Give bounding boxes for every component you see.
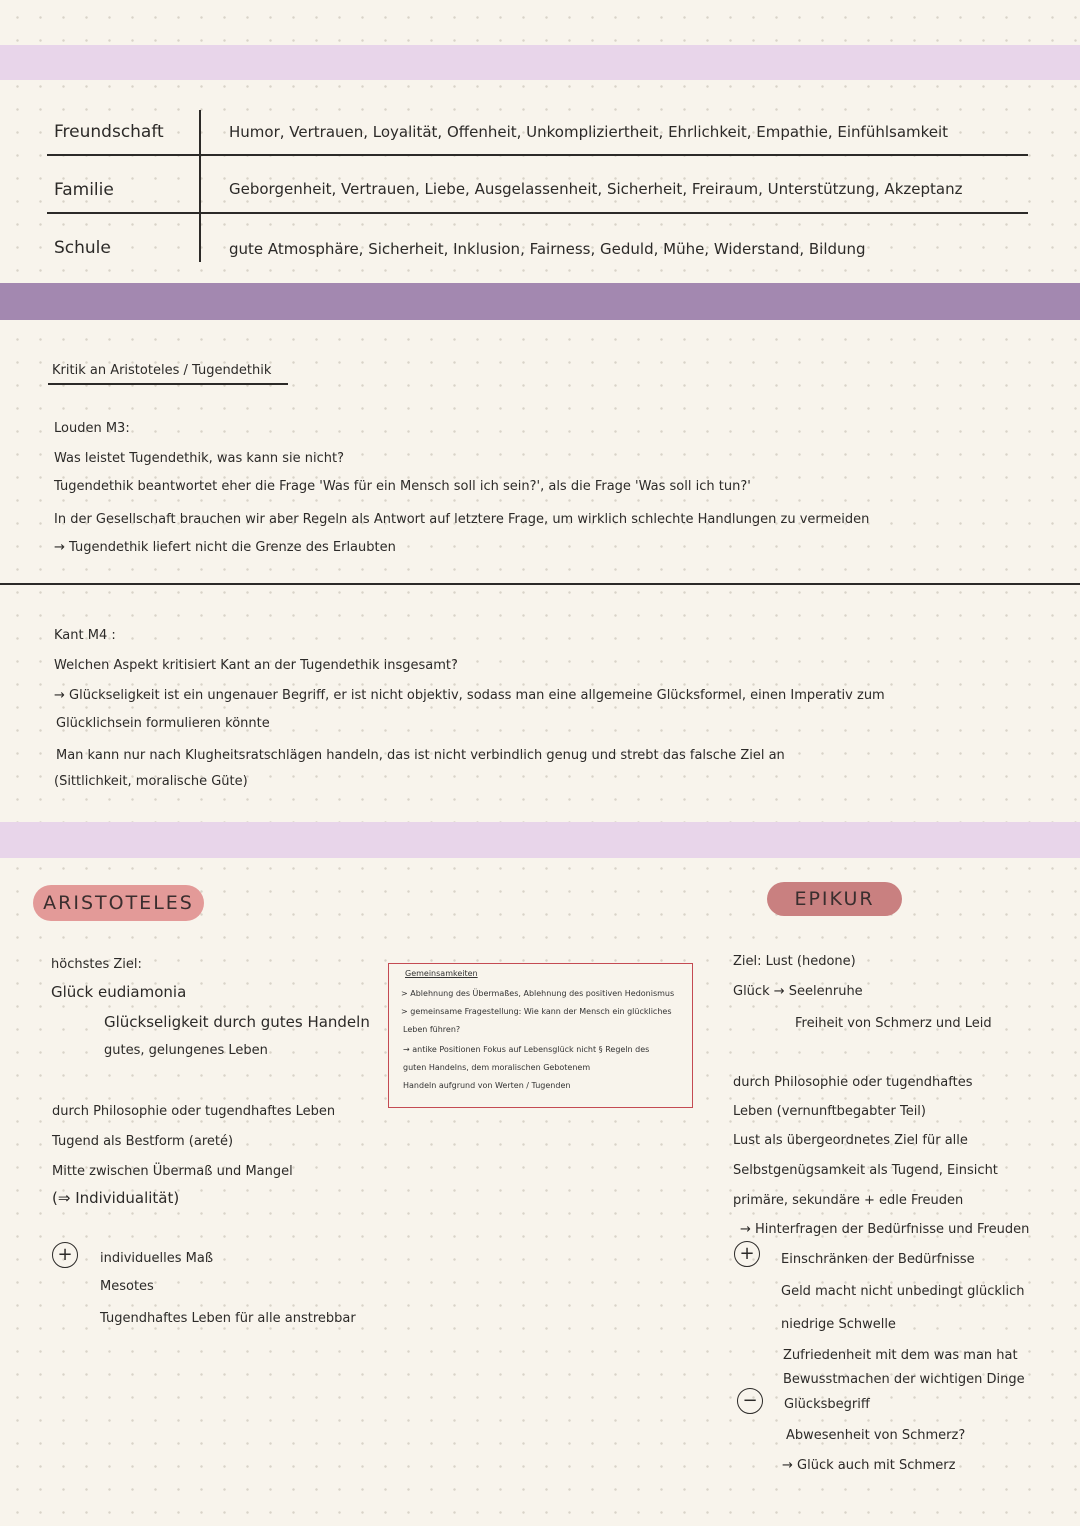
gemeinsamkeiten-box [388,963,693,1108]
epikur-line: Lust als übergeordnetes Ziel für alle [733,1133,968,1148]
plus-icon: + [52,1242,78,1268]
kritik-heading: Kritik an Aristoteles / Tugendethik [52,363,272,378]
gemeinsamkeiten-line: Handeln aufgrund von Werten / Tugenden [403,1081,571,1090]
aristoteles-line: höchstes Ziel: [51,957,142,972]
row-label-familie: Familie [54,180,114,200]
kritik-underline [48,383,288,385]
row-values-schule: gute Atmosphäre, Sicherheit, Inklusion, Fairness, Geduld, Mühe, Widerstand, Bildung [229,240,866,258]
aristoteles-plus-line: individuelles Maß [100,1251,214,1266]
aristoteles-line: Glück eudiamonia [51,983,187,1001]
gemeinsamkeiten-title: Gemeinsamkeiten [405,969,478,978]
kant-line: Welchen Aspekt kritisiert Kant an der Tugendethik insgesamt? [54,658,458,673]
aristoteles-line: Tugend als Bestform (areté) [52,1134,234,1149]
row-label-freundschaft: Freundschaft [54,122,164,142]
kant-line: (Sittlichkeit, moralische Güte) [54,774,248,789]
epikur-line: → Hinterfragen der Bedürfnisse und Freuden [740,1222,1030,1237]
aristoteles-line: durch Philosophie oder tugendhaftes Leben [52,1104,336,1119]
epikur-line: Ziel: Lust (hedone) [733,954,856,969]
epikur-plus-line: Einschränken der Bedürfnisse [781,1252,975,1267]
epikur-minus-line: Glücksbegriff [784,1397,870,1412]
aristoteles-line: Mitte zwischen Übermaß und Mangel [52,1164,293,1179]
row-label-schule: Schule [54,238,111,258]
gemeinsamkeiten-line: guten Handelns, dem moralischen Gebotenem [403,1063,591,1072]
louden-title: Louden M3: [54,421,130,436]
aristoteles-title: ARISTOTELES [33,885,204,921]
section-divider [0,583,1080,585]
gemeinsamkeiten-line: → antike Positionen Fokus auf Lebensglück nicht § Regeln des [403,1045,650,1054]
louden-line: Tugendethik beantwortet eher die Frage 'Was für ein Mensch soll ich sein?', als die Frage 'Was soll ich tun?' [54,479,751,494]
epikur-minus-line: → Glück auch mit Schmerz [782,1458,956,1473]
louden-line: Was leistet Tugendethik, was kann sie nicht? [54,451,345,466]
middle-band [0,283,1080,320]
kant-title: Kant M4 : [54,628,116,643]
row-values-familie: Geborgenheit, Vertrauen, Liebe, Ausgelassenheit, Sicherheit, Freiraum, Unterstützung, Akzeptanz [229,180,963,198]
aristoteles-line: Glückseligkeit durch gutes Handeln [104,1013,370,1031]
kant-line: Glücklichsein formulieren könnte [56,716,270,731]
lower-band [0,822,1080,858]
row-values-freundschaft: Humor, Vertrauen, Loyalität, Offenheit, Unkompliziertheit, Ehrlichkeit, Empathie, Einfühlsamkeit [229,123,949,141]
aristoteles-plus-line: Mesotes [100,1279,154,1294]
epikur-line: durch Philosophie oder tugendhaftes [733,1075,973,1090]
epikur-plus-line: niedrige Schwelle [781,1317,896,1332]
kant-line: → Glückseligkeit ist ein ungenauer Begriff, er ist nicht objektiv, sodass man eine allgemeine Glücksformel, einen Imperativ zum [54,688,885,703]
gemeinsamkeiten-line: > Ablehnung des Übermaßes, Ablehnung des positiven Hedonismus [401,989,675,998]
gemeinsamkeiten-line: Leben führen? [403,1025,461,1034]
gemeinsamkeiten-line: > gemeinsame Fragestellung: Wie kann der Mensch ein glückliches [401,1007,672,1016]
epikur-title: EPIKUR [767,882,902,916]
aristoteles-line: (⇒ Individualität) [52,1189,180,1207]
aristoteles-plus-line: Tugendhaftes Leben für alle anstrebbar [100,1311,356,1326]
top-band [0,45,1080,80]
plus-icon: + [734,1241,760,1267]
epikur-plus-line: Zufriedenheit mit dem was man hat [783,1348,1018,1363]
epikur-line: Freiheit von Schmerz und Leid [795,1016,992,1031]
epikur-plus-line: Bewusstmachen der wichtigen Dinge [783,1372,1025,1387]
kant-line: Man kann nur nach Klugheitsratschlägen handeln, das ist nicht verbindlich genug und strebt das falsche Ziel an [56,748,785,763]
louden-line: In der Gesellschaft brauchen wir aber Regeln als Antwort auf letztere Frage, um wirklich schlechte Handlungen zu vermeiden [54,512,870,527]
epikur-line: primäre, sekundäre + edle Freuden [733,1193,964,1208]
epikur-minus-line: Abwesenheit von Schmerz? [786,1428,966,1443]
epikur-line: Selbstgenügsamkeit als Tugend, Einsicht [733,1163,998,1178]
aristoteles-line: gutes, gelungenes Leben [104,1043,268,1058]
louden-line: → Tugendethik liefert nicht die Grenze des Erlaubten [54,540,396,555]
epikur-line: Leben (vernunftbegabter Teil) [733,1104,926,1119]
epikur-line: Glück → Seelenruhe [733,984,863,999]
minus-icon: − [737,1388,763,1414]
epikur-plus-line: Geld macht nicht unbedingt glücklich [781,1284,1025,1299]
